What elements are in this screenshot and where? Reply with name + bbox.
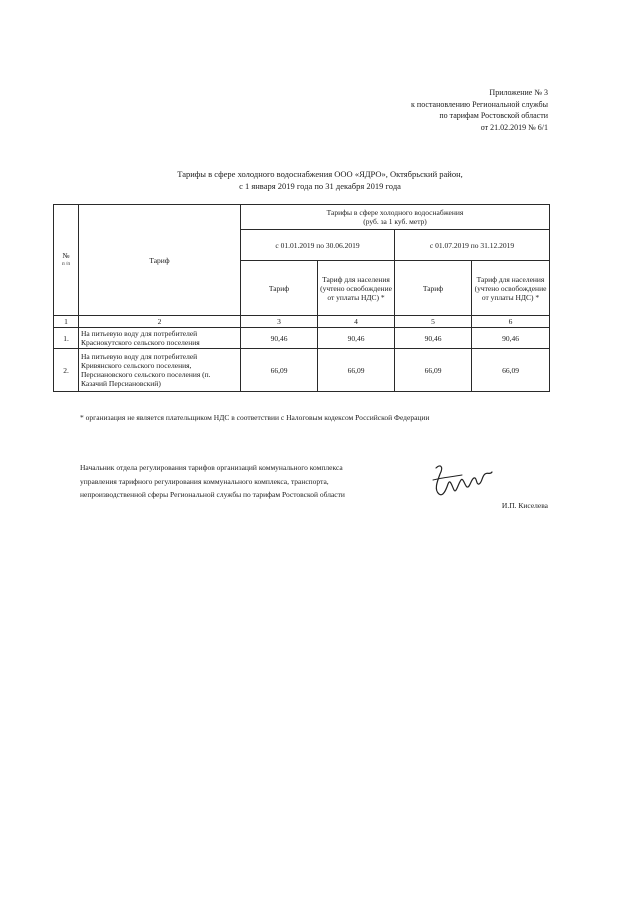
header-period-2: с 01.07.2019 по 31.12.2019 [395, 230, 550, 261]
header-population-col-1: Тариф для населения (учтено освобождение от уплаты НДС) * [318, 261, 395, 316]
index-cell: 5 [395, 316, 472, 328]
row-value: 66,09 [318, 349, 395, 392]
document-title [90, 168, 550, 192]
header-group-line-2: (руб. за 1 куб. метр) [363, 217, 427, 226]
row-value: 90,46 [395, 328, 472, 349]
appendix-line-2: к постановлению Региональной службы [411, 99, 548, 109]
table-row [54, 349, 550, 392]
row-value: 66,09 [395, 349, 472, 392]
index-cell: 4 [318, 316, 395, 328]
index-cell: 3 [241, 316, 318, 328]
index-cell: 2 [79, 316, 241, 328]
appendix-line-1: Приложение № 3 [489, 88, 548, 97]
tariff-table [53, 204, 550, 392]
index-row [54, 316, 550, 328]
title-line-1: Тарифы в сфере холодного водоснабжения ООО «ЯДРО», Октябрьский район, [177, 169, 463, 179]
index-cell: 1 [54, 316, 79, 328]
header-period-1: с 01.01.2019 по 30.06.2019 [241, 230, 395, 261]
header-number-sub: п /п [62, 262, 70, 267]
row-name: На питьевую воду для потребителей Кривянского сельского поселения, Персиановского сельского поселения (п. Казачий Персиановский) [79, 349, 241, 392]
header-group [241, 205, 550, 230]
footnote: * организация не является плательщиком НДС в соответствии с Налоговым кодексом Российской Федерации [80, 413, 430, 422]
header-number [54, 205, 79, 316]
row-value: 90,46 [318, 328, 395, 349]
signer-name: И.П. Киселева [501, 501, 548, 510]
header-tariff-col-2: Тариф [395, 261, 472, 316]
title-line-2: с 1 января 2019 года по 31 декабря 2019 года [239, 181, 401, 191]
header-group-line-1: Тарифы в сфере холодного водоснабжения [326, 208, 464, 217]
row-name: На питьевую воду для потребителей Краснокутского сельского поселения [79, 328, 241, 349]
header-tariff-col-1: Тариф [241, 261, 318, 316]
signer-position: Начальник отдела регулирования тарифов организаций коммунального комплекса управления тарифного регулирования коммунального комплекса, транспорта, непроизводственной сферы Региональной службы по тарифам Ростовской области [80, 463, 345, 499]
header-tariff: Тариф [79, 205, 241, 316]
row-value: 66,09 [472, 349, 550, 392]
table-row [54, 328, 550, 349]
appendix-line-3: по тарифам Ростовской области [439, 111, 548, 120]
row-number: 2. [54, 349, 79, 392]
header-number-sign: № [62, 251, 70, 260]
row-value: 90,46 [241, 328, 318, 349]
row-value: 90,46 [472, 328, 550, 349]
header-population-col-2: Тариф для населения (учтено освобождение от уплаты НДС) * [472, 261, 550, 316]
appendix-line-4: от 21.02.2019 № 6/1 [480, 122, 548, 132]
signature-image [430, 460, 500, 502]
row-number: 1. [54, 328, 79, 349]
appendix-reference [411, 87, 548, 133]
row-value: 66,09 [241, 349, 318, 392]
index-cell: 6 [472, 316, 550, 328]
